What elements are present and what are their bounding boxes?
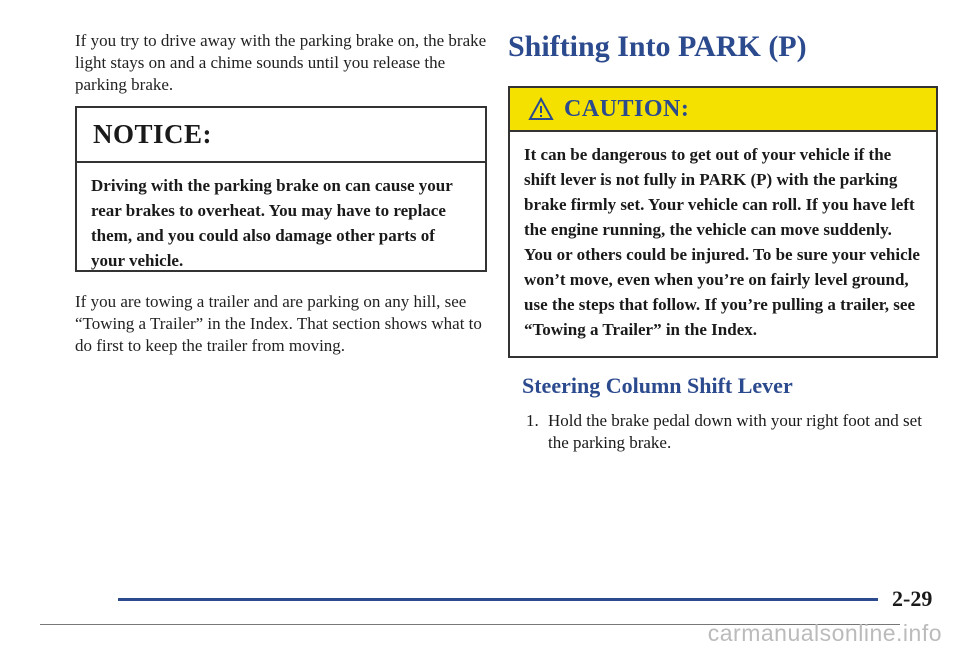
step-number: 1. (526, 411, 539, 430)
warning-triangle-icon (528, 97, 554, 121)
caution-body: It can be dangerous to get out of your vehicle if the shift lever is not fully in PARK (P) with the parking brake firmly set. Your vehicle can roll. If you have left the engine running, the vehicle can move suddenly. You or others could be injured. To be sure your vehicle won’t move, even when you’re on fairly level ground, use the steps that follow. If you’re pulling a trailer, see “Towing a Trailer” in the Index. (524, 145, 920, 339)
notice-box (75, 106, 487, 272)
step-text: Hold the brake pedal down with your right foot and set the parking brake. (548, 411, 922, 452)
towing-paragraph: If you are towing a trailer and are parking on any hill, see “Towing a Trailer” in the Index. That section shows what to do first to keep the trailer from moving. (75, 292, 482, 355)
caution-box (508, 86, 938, 358)
caution-title: CAUTION: (564, 95, 690, 122)
notice-title: NOTICE: (77, 108, 485, 163)
intro-paragraph: If you try to drive away with the parking brake on, the brake light stays on and a chime sounds until you release the parking brake. (75, 31, 487, 94)
right-column (508, 30, 938, 64)
subsection-title: Steering Column Shift Lever (522, 373, 793, 398)
footer-rule (118, 598, 878, 601)
watermark-logo: carmanualsonline.info (707, 620, 942, 646)
left-column (75, 30, 490, 96)
step-item (526, 410, 931, 454)
caution-header (510, 88, 936, 132)
notice-body: Driving with the parking brake on can cause your rear brakes to overheat. You may have to replace them, and you could also damage other parts of your vehicle. (91, 176, 453, 270)
page-number: 2-29 (892, 586, 933, 611)
section-title: Shifting Into PARK (P) (508, 30, 807, 63)
